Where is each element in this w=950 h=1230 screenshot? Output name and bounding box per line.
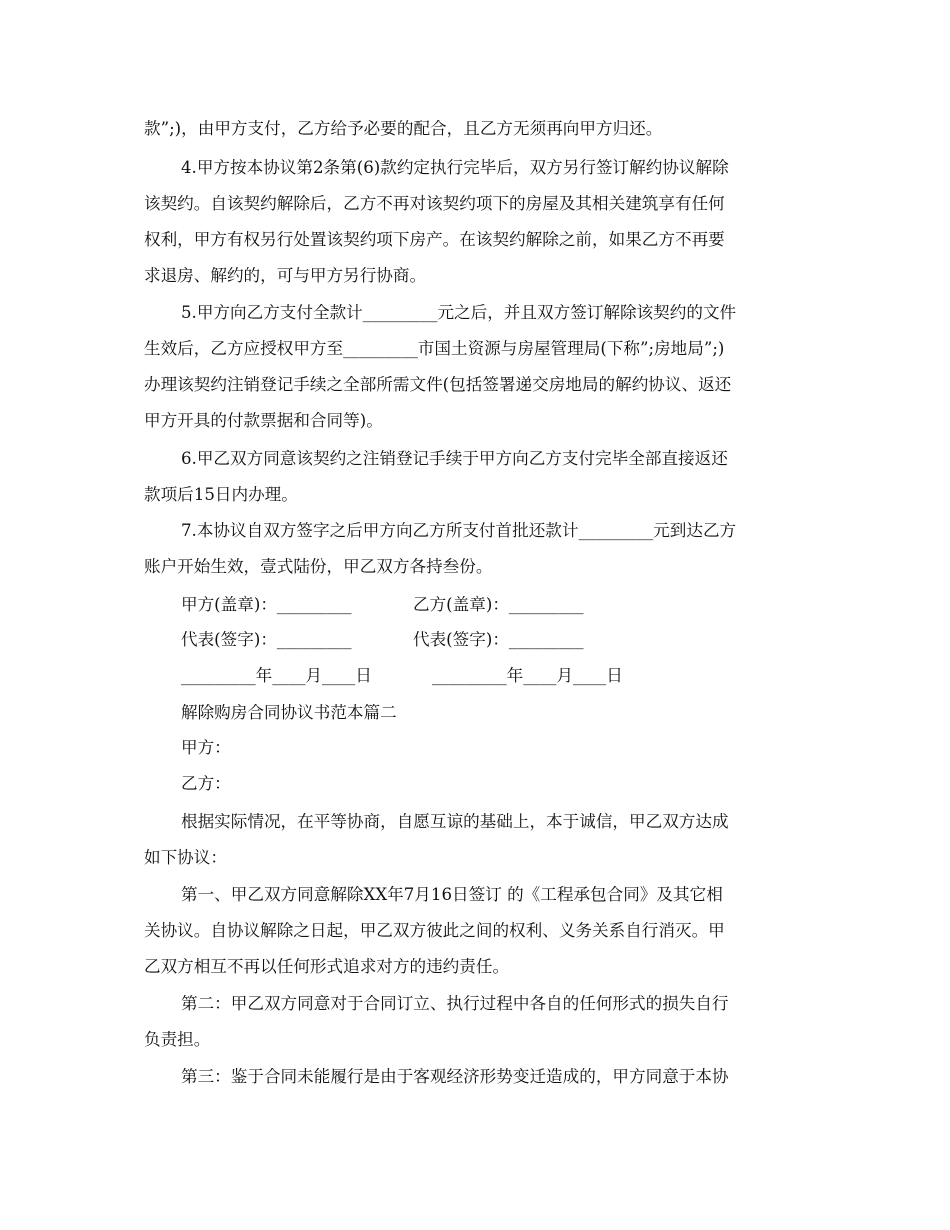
text-line: 乙双方相互不再以任何形式追求对方的违约责任。 [144, 957, 510, 976]
rep-b-sign-field: 代表(签字)：_________ [413, 630, 584, 649]
party-a-seal-field: 甲方(盖章)：_________ [181, 595, 352, 614]
text-line: 5.甲方向乙方支付全款计_________元之后，并且双方签订解除该契约的文件 [181, 303, 737, 322]
text-line: 甲方开具的付款票据和合同等)。 [144, 411, 383, 430]
text-line: 关协议。自协议解除之日起，甲乙双方彼此之间的权利、义务关系自行消灭。甲 [144, 921, 725, 940]
text-line: 4.甲方按本协议第2条第(6)款约定执行完毕后，双方另行签订解约协议解除 [181, 158, 729, 177]
text-line: 求退房、解约的，可与甲方另行协商。 [144, 266, 427, 285]
text-line: 6.甲乙双方同意该契约之注销登记手续于甲方向乙方支付完毕全部直接返还 [181, 449, 728, 468]
text-line: 第三：鉴于合同未能履行是由于客观经济形势变迁造成的，甲方同意于本协 [181, 1067, 729, 1086]
text-line: 如下协议： [144, 848, 227, 867]
text-line: 7.本协议自双方签字之后甲方向乙方所支付首批还款计_________元到达乙方 [181, 521, 737, 540]
date-a-field: _________年____月____日 [181, 666, 372, 685]
party-a-label: 甲方： [181, 738, 231, 757]
party-b-seal-field: 乙方(盖章)：_________ [413, 595, 584, 614]
text-line: 权利，甲方有权另行处置该契约项下房产。在该契约解除之前，如果乙方不再要 [144, 230, 725, 249]
text-line: 该契约。自该契约解除后，乙方不再对该契约项下的房屋及其相关建筑享有任何 [144, 194, 725, 213]
text-line: 办理该契约注销登记手续之全部所需文件(包括签署递交房地局的解约协议、返还 [144, 375, 732, 394]
date-b-field: _________年____月____日 [432, 666, 623, 685]
text-line: 根据实际情况，在平等协商，自愿互谅的基础上，本于诚信，甲乙双方达成 [181, 812, 729, 831]
text-line: 生效后，乙方应授权甲方至_________市国土资源与房屋管理局(下称”;房地局”;) [144, 339, 725, 358]
text-line: 第一、甲乙双方同意解除XX年7月16日签订 的《工程承包合同》及其它相 [181, 885, 723, 904]
party-b-label: 乙方： [181, 774, 231, 793]
text-line: 第二：甲乙双方同意对于合同订立、执行过程中各自的任何形式的损失自行 [181, 994, 729, 1013]
rep-a-sign-field: 代表(签字)：_________ [181, 630, 352, 649]
text-line: 账户开始生效，壹式陆份，甲乙双方各持叁份。 [144, 557, 493, 576]
section-title: 解除购房合同协议书范本篇二 [181, 703, 397, 722]
text-line: 款”;)，由甲方支付，乙方给予必要的配合，且乙方无须再向甲方归还。 [144, 119, 663, 138]
text-line: 款项后15日内办理。 [144, 485, 298, 504]
text-line: 负责担。 [144, 1030, 211, 1049]
